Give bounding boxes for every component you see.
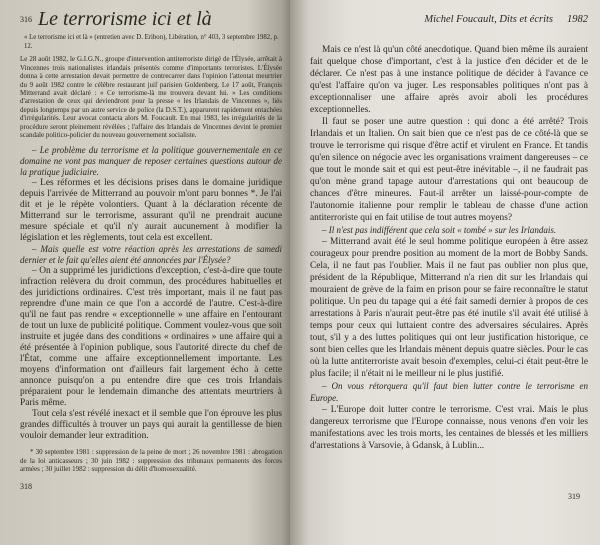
chapter-title-text: Le terrorisme ici et là <box>38 8 212 30</box>
source-citation: « Le terrorisme ici et là » (entretien avec D. Eribon), Libération, n° 403, 3 septembre 1982, p. 12. <box>24 34 279 50</box>
interview-answer: Tout cela s'est révélé inexact et il semble que l'on éprouve les plus grandes difficultés à trouver un pays qui aurait la gentillesse de bien vouloir demander leur extradition. <box>20 409 282 442</box>
interview-question: – Il n'est pas indifférent que cela soit « tombé » sur les Irlandais. <box>322 225 557 235</box>
interview-answer: – L'Europe doit lutter contre le terrorisme. C'est vrai. Mais le plus dangereux terrorisme que l'Europe connaisse, nous venons d'en voir les manifestations avec les trois morts, les centaines de blessés et les milliers d'arrestations à Varsovie, à Gdansk, à Lublin... <box>310 405 588 451</box>
right-page <box>290 0 600 545</box>
running-header-title: Michel Foucault, Dits et écrits <box>424 14 553 25</box>
left-page <box>0 0 290 545</box>
interview-question: – Mais quelle est votre réaction après les arrestations de samedi dernier et le fait qu'elles aient été annoncées par l'Élysée? <box>20 244 282 266</box>
left-page-content <box>0 0 290 491</box>
page-number: 318 <box>20 481 32 491</box>
chapter-title <box>20 8 282 31</box>
interview-answer: Mais ce n'est là qu'un côté anecdotique. Quand bien même ils auraient fait quelque chose d'important, c'est à la justice d'en décider et de le déclarer. Ce n'est pas à une instance politique de décider à l'avance ce qu'est l'affaire qu'on va juger. Les responsables politiques n'ont pas à exceptionnaliser une affaire après avoir aboli les procédures exceptionnelles. <box>310 45 588 115</box>
intro-note: Le 28 août 1982, le G.I.G.N., groupe d'intervention antiterroriste dirigé de l'Élysée, arrêtait à Vincennes trois nationalistes irlandais présentés comme d'importants terroristes. L'Élysée donna à cette arrestation devait permettre de contrecarrer dans l'opinion l'attentat meurtrier du 9 août 1982 contre le célèbre restaurant juif parisien Goldenberg. Le 17 août, François Mitterrand avait déclaré : « Ce terrorisme-là me trouvera devant lui. » Les conditions d'arrestation de ceux qui deviendront pour la presse « les Irlandais de Vincennes », liés depuis longtemps par un autre service de police (la D.S.T.), apparurent rapidement entachées d'irrégularités. Leur avocat contacta alors M. Foucault. En mai 1983, les irrégularités de la procédure seront pleinement révélées ; l'affaire des Irlandais de Vincennes devint le premier scandale politico-policier du nouveau gouvernement socialiste. <box>20 55 282 140</box>
left-paragraphs <box>20 145 282 442</box>
right-page-content <box>290 0 600 501</box>
interview-question: – On vous rétorquera qu'il faut bien lutter contre le terrorisme en Europe. <box>310 381 588 403</box>
interview-answer: – Mitterrand avait été le seul homme politique européen à être assez courageux pour prendre position au moment de la mort de Bobby Sands. Cela, il ne faut pas l'oublier. Mais il ne faut pas oublier non plus que, président de la République, Mitterrand n'a rien dit sur les Irlandais qui mouraient de grève de la faim en prison pour se faire reconnaître le statut politique. Un peu du tapage qui a été fait samedi dernier à propos de ces arrestations à Paris n'aurait peut-être pas été inutile s'il avait été utilisé à temps pour ceux qui luttaient contre des adversaires séculaires. Après tout, s'il y a des luttes politiques qui ont leur justification historique, ce sont bien celles que les Irlandais mènent depuis quatre siècles. Pour le cas où la lutte antiterroriste avait besoin d'exemples, celui-ci était peut-être le plus facile; il n'était ni le meilleur ni le plus justifié. <box>310 237 588 379</box>
page-number: 319 <box>568 492 580 501</box>
footnote: * 30 septembre 1981 : suppression de la peine de mort ; 26 novembre 1981 : abrogation de la loi anticasseurs ; 30 juin 1982 : suppression des tribunaux permanents des forces armées ; 30 juillet 1982 : suppression du délit d'homosexualité. <box>20 448 282 474</box>
interview-answer: – On a supprimé les juridictions d'exception, c'est-à-dire que toute infraction relèvera du droit commun, des procédures habituelles et des juridictions ordinaires. C'est très important, mais il ne faut pas reprendre d'une main ce que l'on a accordé de l'autre. C'est-à-dire qu'il ne faut pas rendre « exceptionnelle » une affaire en l'entourant de tout un luxe de publicité politique. Comment voulez-vous que soit instruite et jugée dans des conditions « ordinaires » une affaire qui a été présentée à l'opinion publique, sous l'autorité directe du chef de l'État, comme une affaire exceptionnellement importante. Les moyens d'information ont d'ailleurs fait largement écho à cette annonce puisqu'on a pu entendre dire que ces trois Irlandais préparaient pour le lendemain dimanche des attentats meurtriers à Paris même. <box>20 266 282 409</box>
interview-answer: Il faut se poser une autre question : qui donc a été arrêté? Trois Irlandais et un Italien. On sait bien que ce n'est pas de ce côté-là que se trouve le terrorisme qui risque d'être actif et virulent en France. Et tandis qu'en silence on négocie avec les organisations vraiment dangereuses – ce que tout le monde sait et qui est peut-être inévitable –, il ne faudrait pas qu'on mène grand tapage autour d'arrestations qui ont beaucoup de chances d'être mineures. Faut-il arrêter un laissé-pour-compte de l'autonomie italienne pour remplir le tableau de chasse d'une action antiterroriste qui en fait utilise de tout autres moyens? <box>310 117 588 223</box>
running-header-year: 1982 <box>567 14 588 25</box>
interview-answer: – Les réformes et les décisions prises dans le domaine juridique depuis l'arrivée de Mitterrand au pouvoir m'ont paru bonnes *. Je l'ai dit et je le répète volontiers. Quant à la déclaration récente de Mitterrand sur le terrorisme, assurant qu'il ne prendrait aucune mesure spéciale et qu'il n'y aurait aucunement à modifier la législation et les règlements, tout cela est excellent. <box>20 178 282 244</box>
interview-question: – Le problème du terrorisme et la politique gouvernementale en ce domaine ne vont pas manquer de reposer certaines questions autour de la pratique judiciaire. <box>20 145 282 178</box>
right-paragraphs <box>310 44 588 452</box>
running-header <box>310 14 588 26</box>
page-number-top: 316 <box>20 15 32 25</box>
